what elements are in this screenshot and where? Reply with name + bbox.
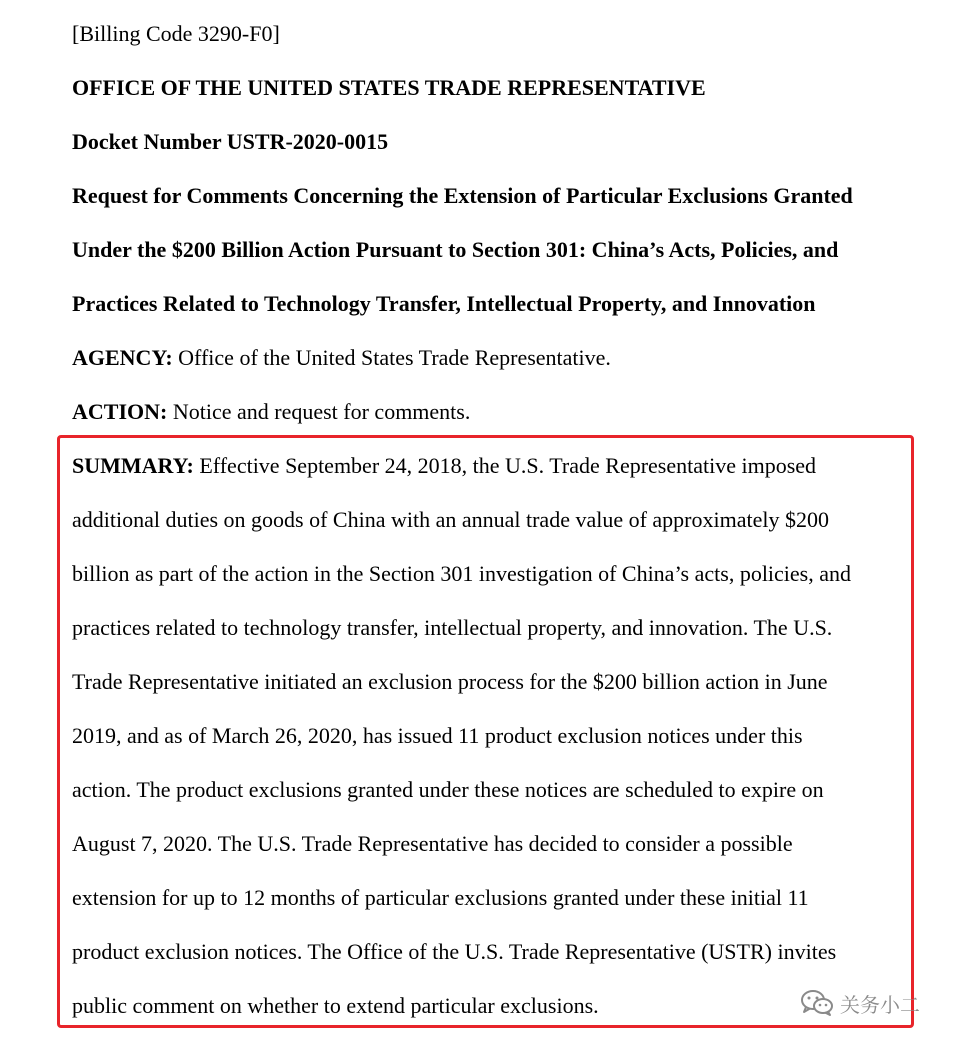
agency-label: AGENCY: — [72, 345, 173, 370]
summary-line: action. The product exclusions granted under these notices are scheduled to expire on — [72, 777, 824, 802]
summary-line: August 7, 2020. The U.S. Trade Representative has decided to consider a possible — [72, 831, 793, 856]
summary-line: practices related to technology transfer, intellectual property, and innovation. The U.S. — [72, 615, 833, 640]
summary-line: public comment on whether to extend particular exclusions. — [72, 993, 599, 1018]
title-line-2: Under the $200 Billion Action Pursuant to Section 301: China’s Acts, Policies, and — [72, 237, 839, 262]
summary-line: Trade Representative initiated an exclusion process for the $200 billion action in June — [72, 669, 828, 694]
billing-code: [Billing Code 3290-F0] — [72, 21, 280, 46]
docket-number: Docket Number USTR-2020-0015 — [72, 129, 389, 154]
summary-line: 2019, and as of March 26, 2020, has issued 11 product exclusion notices under this — [72, 723, 803, 748]
action-text: Notice and request for comments. — [167, 399, 471, 424]
agency-text: Office of the United States Trade Representative. — [172, 345, 611, 370]
title-line-1: Request for Comments Concerning the Extension of Particular Exclusions Granted — [72, 183, 853, 208]
summary-line: billion as part of the action in the Section 301 investigation of China’s acts, policies, and — [72, 561, 852, 586]
watermark — [800, 988, 920, 1018]
wechat-icon — [800, 989, 834, 1017]
action-line — [72, 398, 470, 426]
summary-line: extension for up to 12 months of particular exclusions granted under these initial 11 — [72, 885, 809, 910]
summary-highlight-box — [57, 435, 914, 1028]
agency-line — [72, 344, 611, 372]
office-heading: OFFICE OF THE UNITED STATES TRADE REPRESENTATIVE — [72, 75, 706, 100]
action-label: ACTION: — [72, 399, 168, 424]
title-line-3: Practices Related to Technology Transfer, Intellectual Property, and Innovation — [72, 291, 816, 316]
watermark-text: 关务小二 — [840, 992, 920, 1017]
summary-line: additional duties on goods of China with an annual trade value of approximately $200 — [72, 507, 829, 532]
summary-first-text: Effective September 24, 2018, the U.S. Trade Representative imposed — [193, 453, 817, 478]
summary-line: product exclusion notices. The Office of the U.S. Trade Representative (USTR) invites — [72, 939, 837, 964]
summary-label: SUMMARY: — [72, 453, 194, 478]
